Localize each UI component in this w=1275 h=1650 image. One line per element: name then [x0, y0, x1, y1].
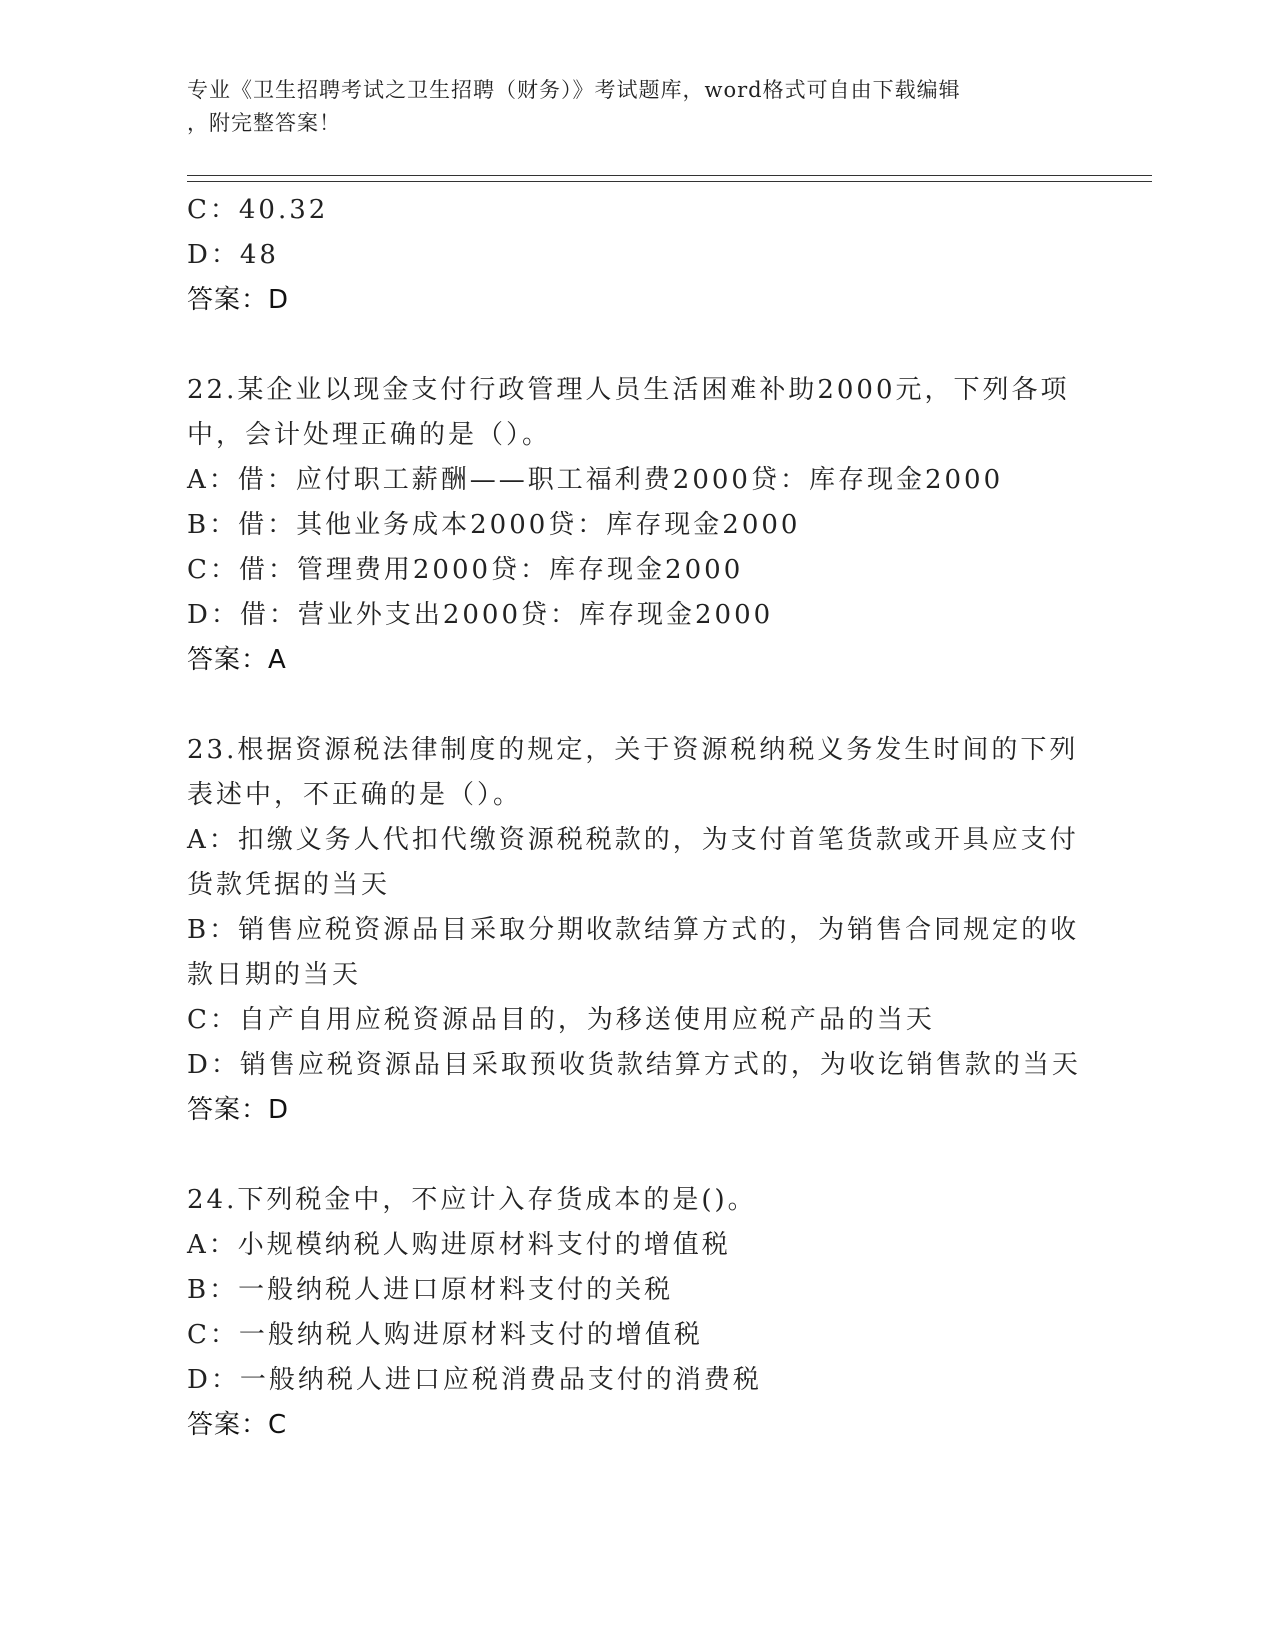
q23-answer: 答案：D [187, 1095, 290, 1125]
prev-answer: 答案：D [187, 285, 290, 315]
q24-option-d: D：一般纳税人进口应税消费品支付的消费税 [187, 1365, 762, 1395]
q23-option-a-line-2: 货款凭据的当天 [187, 870, 391, 900]
header-divider-bottom [187, 181, 1152, 182]
q23-option-c: C：自产自用应税资源品目的，为移送使用应税产品的当天 [187, 1005, 935, 1035]
q24-answer: 答案：C [187, 1410, 288, 1440]
header-divider-top [187, 175, 1152, 176]
q22-option-b: B：借：其他业务成本2000贷：库存现金2000 [187, 510, 801, 540]
prev-option-c: C：40.32 [187, 195, 329, 225]
header-line-2: ，附完整答案！ [187, 111, 341, 135]
prev-option-d: D：48 [187, 240, 279, 270]
q23-option-d: D：销售应税资源品目采取预收货款结算方式的，为收讫销售款的当天 [187, 1050, 1081, 1080]
q22-option-d: D：借：营业外支出2000贷：库存现金2000 [187, 600, 774, 630]
q23-option-b-line-2: 款日期的当天 [187, 960, 362, 990]
q22-option-c: C：借：管理费用2000贷：库存现金2000 [187, 555, 744, 585]
q22-stem-line-1: 22.某企业以现金支付行政管理人员生活困难补助2000元，下列各项 [187, 375, 1070, 405]
q22-option-a: A：借：应付职工薪酬——职工福利费2000贷：库存现金2000 [187, 465, 1004, 495]
page-header [187, 74, 1077, 140]
q24-option-a: A：小规模纳税人购进原材料支付的增值税 [187, 1230, 731, 1260]
q24-option-b: B：一般纳税人进口原材料支付的关税 [187, 1275, 674, 1305]
q23-stem-line-2: 表述中，不正确的是（）。 [187, 780, 523, 810]
q23-option-a-line-1: A：扣缴义务人代扣代缴资源税税款的，为支付首笔货款或开具应支付 [187, 825, 1079, 855]
q22-answer: 答案：A [187, 645, 287, 675]
q24-option-c: C：一般纳税人购进原材料支付的增值税 [187, 1320, 703, 1350]
q24-stem: 24.下列税金中，不应计入存货成本的是()。 [187, 1185, 757, 1215]
q23-stem-line-1: 23.根据资源税法律制度的规定，关于资源税纳税义务发生时间的下列 [187, 735, 1079, 765]
q22-stem-line-2: 中，会计处理正确的是（）。 [187, 420, 552, 450]
header-line-1: 专业《卫生招聘考试之卫生招聘（财务）》考试题库，word格式可自由下载编辑 [187, 78, 961, 102]
q23-option-b-line-1: B：销售应税资源品目采取分期收款结算方式的，为销售合同规定的收 [187, 915, 1080, 945]
